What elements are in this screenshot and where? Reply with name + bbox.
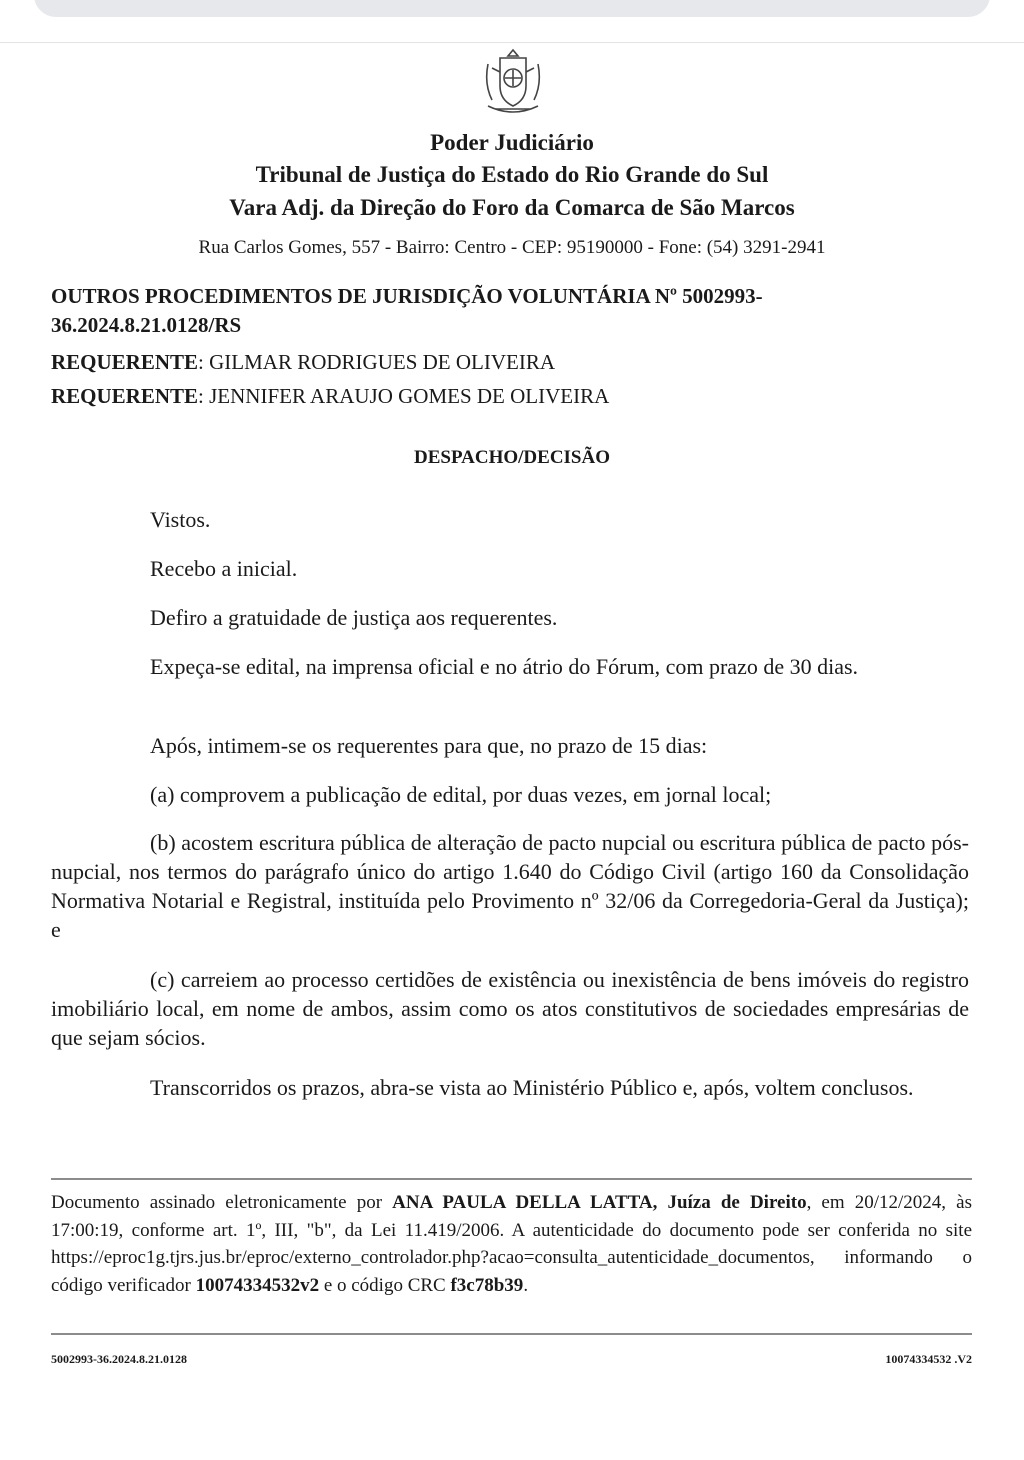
footer-divider bbox=[51, 1333, 972, 1335]
party-label: REQUERENTE bbox=[51, 350, 199, 374]
footer-document-code: 10074334532 .V2 bbox=[885, 1352, 972, 1366]
paragraph: Transcorridos os prazos, abra-se vista ao Ministério Público e, após, voltem conclusos. bbox=[150, 1075, 914, 1100]
header-line-2: Tribunal de Justiça do Estado do Rio Grande do Sul bbox=[255, 162, 769, 187]
party-name: : GILMAR RODRIGUES DE OLIVEIRA bbox=[198, 350, 556, 374]
signer-name: ANA PAULA DELLA LATTA, Juíza de Direito bbox=[392, 1192, 807, 1213]
process-number bbox=[51, 282, 881, 340]
document-title: DESPACHO/DECISÃO bbox=[413, 447, 610, 468]
process-line-2: 36.2024.8.21.0128/RS bbox=[51, 313, 242, 337]
party-name: : JENNIFER ARAUJO GOMES DE OLIVEIRA bbox=[198, 384, 610, 408]
process-line-1: OUTROS PROCEDIMENTOS DE JURISDIÇÃO VOLUNTÁRIA Nº 5002993- bbox=[51, 284, 763, 308]
verifier-code: 10074334532v2 bbox=[195, 1274, 320, 1296]
electronic-signature-block bbox=[51, 1189, 972, 1299]
paragraph: Expeça-se edital, na imprensa oficial e no átrio do Fórum, com prazo de 30 dias. bbox=[150, 654, 859, 679]
paragraph: Vistos. bbox=[150, 507, 211, 532]
party-1 bbox=[51, 350, 555, 375]
signature-text: Documento assinado eletronicamente por bbox=[51, 1192, 393, 1213]
header-line-1: Poder Judiciário bbox=[430, 130, 594, 155]
state-coat-of-arms-icon bbox=[482, 46, 544, 116]
party-2 bbox=[51, 384, 609, 409]
header-line-3: Vara Adj. da Direção do Foro da Comarca de São Marcos bbox=[229, 195, 795, 220]
paragraph: (a) comprovem a publicação de edital, por duas vezes, em jornal local; bbox=[150, 782, 772, 807]
browser-top-bar bbox=[34, 0, 990, 17]
paragraph: Recebo a inicial. bbox=[150, 556, 298, 581]
paragraph: Defiro a gratuidade de justiça aos requerentes. bbox=[150, 605, 558, 630]
paragraph: Após, intimem-se os requerentes para que, no prazo de 15 dias: bbox=[150, 733, 708, 758]
signature-text: , em 20/12/2024, às 17:00:19, conforme art. 1º, III, "b", da Lei 11.419/2006. A autenticidade do documento pode ser conferida no site https://eproc1g.tjrs.jus.br/eproc/externo_controlador.php?acao=consulta_autenticidade_documentos, informando o código verificador bbox=[51, 1192, 972, 1296]
court-address: Rua Carlos Gomes, 557 - Bairro: Centro - CEP: 95190000 - Fone: (54) 3291-2941 bbox=[198, 237, 826, 258]
signature-divider bbox=[51, 1178, 972, 1180]
crc-code: f3c78b39 bbox=[450, 1274, 524, 1296]
party-label: REQUERENTE bbox=[51, 384, 199, 408]
top-divider bbox=[0, 42, 1024, 43]
signature-text: . bbox=[523, 1274, 529, 1296]
footer-process-number: 5002993-36.2024.8.21.0128 bbox=[51, 1352, 187, 1366]
paragraph: (c) carreiem ao processo certidões de existência ou inexistência de bens imóveis do registro imobiliário local, em nome de ambos, assim como os atos constitutivos de sociedades empresárias de que sejam sócios. bbox=[51, 967, 969, 1050]
paragraph: (b) acostem escritura pública de alteração de pacto nupcial ou escritura pública de pacto pós-nupcial, nos termos do parágrafo único do artigo 1.640 do Código Civil (artigo 160 da Consolidação Normativa Notarial e Registral, instituída pelo Provimento nº 32/06 da Corregedoria-Geral da Justiça); e bbox=[51, 830, 969, 942]
signature-text: e o código CRC bbox=[319, 1274, 451, 1296]
